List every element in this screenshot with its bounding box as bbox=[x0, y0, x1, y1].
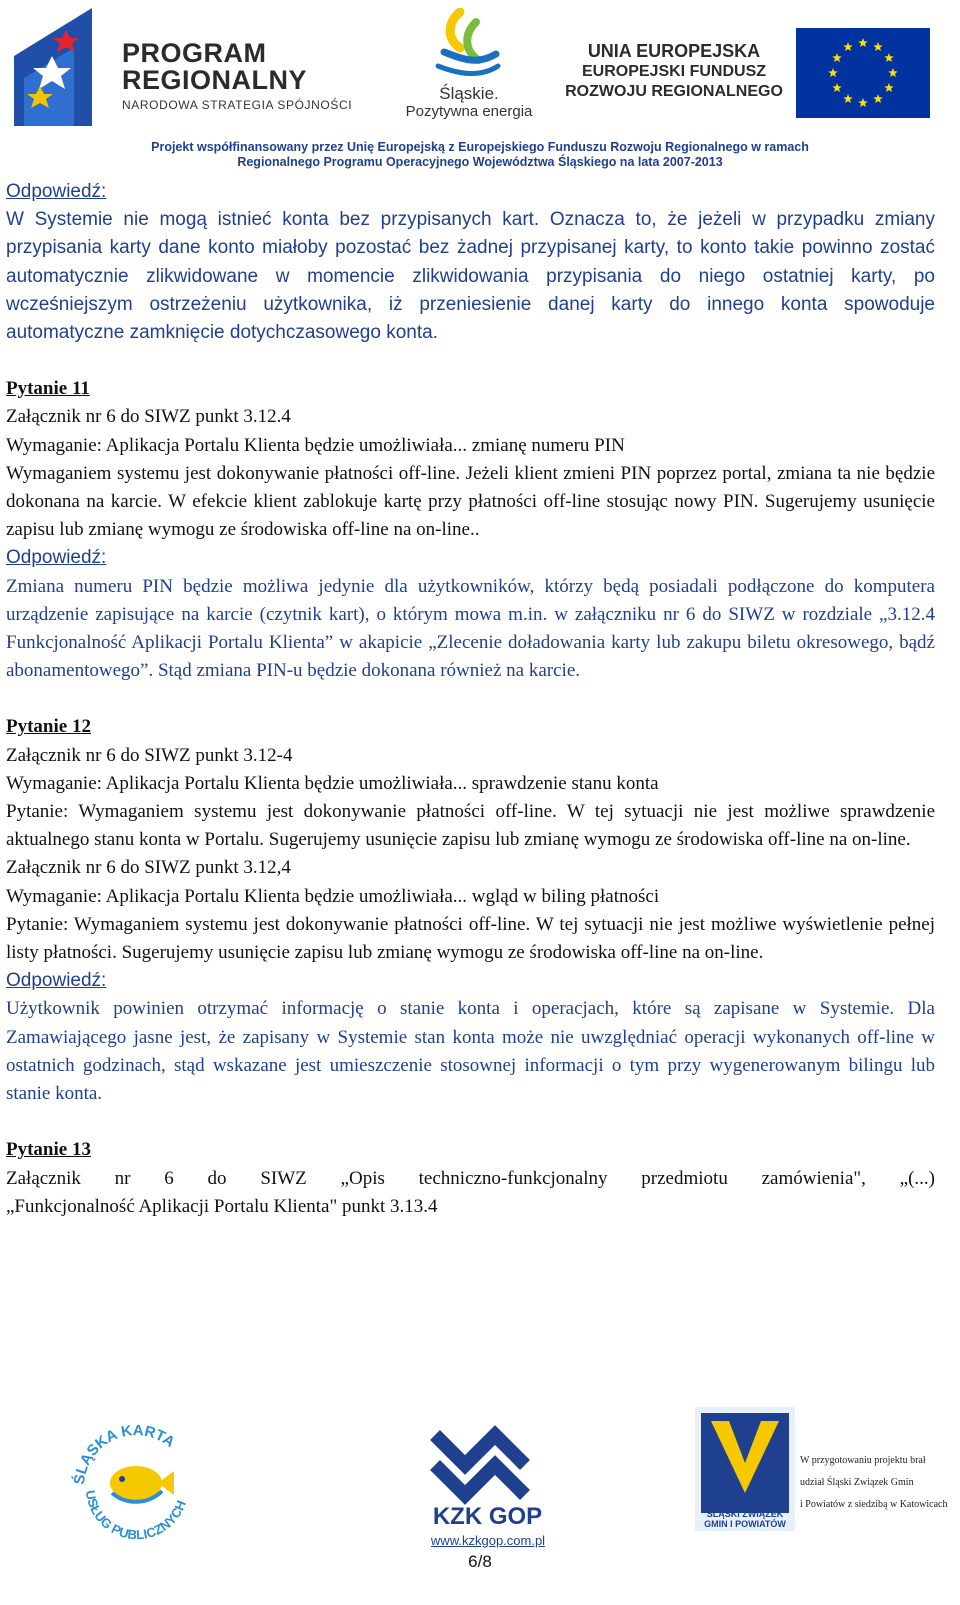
eu-title bbox=[562, 40, 786, 102]
program-line2: REGIONALNY bbox=[122, 65, 308, 95]
kzk-gop-link[interactable]: www.kzkgop.com.pl bbox=[430, 1533, 546, 1548]
kzk-gop-name: KZK GOP bbox=[432, 1503, 543, 1530]
program-line1: PROGRAM bbox=[122, 38, 267, 68]
page-number: 6/8 bbox=[468, 1552, 492, 1571]
spacer bbox=[6, 685, 935, 713]
project-line1: Projekt współfinansowany przez Unię Europejską z Europejskiego Funduszu Rozwoju Regionalnego w ramach bbox=[151, 140, 809, 154]
page-header bbox=[0, 0, 960, 175]
question-title: Pytanie 13 bbox=[6, 1139, 91, 1161]
question-reference: Załącznik nr 6 do SIWZ punkt 3.12.4 bbox=[6, 406, 291, 428]
svg-text:ŚLĄSKA KARTA: ŚLĄSKA KARTA bbox=[70, 1421, 178, 1486]
spacer bbox=[6, 347, 935, 375]
szgip-note-line1: W przygotowaniu projektu brał bbox=[800, 1455, 926, 1466]
question-reference: Załącznik nr 6 do SIWZ „Opis techniczno-funkcjonalny przedmiotu zamówienia", „(...) bbox=[6, 1167, 935, 1189]
slaska-karta-logo-icon bbox=[70, 1407, 200, 1547]
project-line2: Regionalnego Programu Operacyjnego Województwa Śląskiego na lata 2007-2013 bbox=[237, 155, 723, 169]
szgip-name bbox=[695, 1509, 795, 1529]
spacer bbox=[6, 1108, 935, 1136]
szgip-note-line2: udział Śląski Związek Gmin bbox=[800, 1477, 914, 1488]
page-footer bbox=[0, 1395, 960, 1605]
slaskie-tagline: Pozytywna energia bbox=[405, 103, 533, 120]
question-text: Pytanie: Wymaganiem systemu jest dokonywanie płatności off-line. W tej sytuacji nie jest możliwe wyświetlenie pełnej listy płatności. Sugerujemy usunięcie zapisu lub zmianę wymogu ze środowiska off-line na on-line. bbox=[6, 913, 935, 964]
question-reference-cont: „Funkcjonalność Aplikacji Portalu Klienta" punkt 3.13.4 bbox=[6, 1195, 438, 1217]
question-text: Pytanie: Wymaganiem systemu jest dokonywanie płatności off-line. W tej sytuacji nie jest możliwe sprawdzenie aktualnego stanu konta w Portalu. Sugerujemy usunięcie zapisu lub zmianę wymogu ze środowiska off-line na on-line. bbox=[6, 801, 935, 851]
question-title: Pytanie 11 bbox=[6, 378, 90, 400]
slaskie-name: Śląskie. bbox=[439, 84, 499, 103]
answer-text: Zmiana numeru PIN będzie możliwa jedynie dla użytkowników, którzy będą posiadali podłączone do komputera urządzenie zapisujące na karcie (czytnik kart), o którym mowa m.in. w załączniku nr 6 do SIWZ w rozdziale „3.12.4 Funkcjonalność Aplikacji Portalu Klienta” w akapicie „Zlecenie doładowania karty lub zakupu biletu okresowego, bądź abonamentowego”. Stąd zmiana PIN-u będzie dokonana również na karcie. bbox=[6, 575, 935, 682]
answer-label: Odpowiedź: bbox=[6, 547, 107, 569]
eu-line2: EUROPEJSKI FUNDUSZ bbox=[581, 63, 767, 80]
svg-text:USŁUG PUBLICZNYCH: USŁUG PUBLICZNYCH bbox=[82, 1489, 189, 1543]
szgip-name-line2: GMIN I POWIATÓW bbox=[704, 1519, 786, 1529]
slaskie-caption bbox=[394, 84, 544, 121]
eu-flag-icon bbox=[796, 28, 930, 118]
szgip-note-line3: i Powiatów z siedzibą w Katowicach bbox=[800, 1499, 948, 1510]
eu-line3: ROZWOJU REGIONALNEGO bbox=[565, 83, 783, 100]
answer-label: Odpowiedź: bbox=[6, 181, 107, 202]
question-title: Pytanie 12 bbox=[6, 716, 91, 738]
program-regionalny-logo-icon bbox=[14, 8, 110, 126]
question-text: Wymaganiem systemu jest dokonywanie płatności off-line. Jeżeli klient zmieni PIN poprzez portal, zmiana ta nie będzie dokonana na karcie. W efekcie klient zablokuje kartę przy płatności off-line stosując nowy PIN. Sugerujemy usunięcie zapisu lub zmianę wymogu ze środowiska off-line na on-line.. bbox=[6, 462, 935, 541]
answer-text: W Systemie nie mogą istnieć konta bez przypisanych kart. Oznacza to, że jeżeli w przypadku zmiany przypisania karty dane konto miałoby pozostać bez żadnej przypisanej karty, to konto takie powinno zostać automatycznie zlikwidowane w momencie zlikwidowania przypisania do niego ostatniej karty, po wcześniejszym ostrzeżeniu użytkownika, iż przeniesienie danej karty do innego konta spowoduje automatyczne zamknięcie dotychczasowego konta. bbox=[6, 209, 935, 344]
document-body bbox=[6, 178, 935, 1221]
szgip-name-line1: ŚLĄSKI ZWIĄZEK bbox=[706, 1509, 784, 1519]
question-reference: Załącznik nr 6 do SIWZ punkt 3.12,4 bbox=[6, 857, 291, 879]
szgip-note bbox=[800, 1450, 960, 1516]
slaskie-logo-icon bbox=[430, 8, 502, 83]
answer-text: Użytkownik powinien otrzymać informację o stanie konta i operacjach, które są zapisane w Systemie. Dla Zamawiającego jasne jest, że zapisany w Systemie stan konta może nie uwzględniać operacji wykonanych off-line w ostatnich godzinach, stąd wskazane jest umieszczenie stosownej informacji o tym przy wygenerowanym bilingu lub stanie konta. bbox=[6, 998, 935, 1105]
question-requirement: Wymaganie: Aplikacja Portalu Klienta będzie umożliwiała... sprawdzenie stanu konta bbox=[6, 772, 659, 794]
program-regionalny-title bbox=[122, 40, 352, 112]
question-reference: Załącznik nr 6 do SIWZ punkt 3.12-4 bbox=[6, 744, 293, 766]
kzk-gop-logo-icon bbox=[425, 1425, 550, 1505]
question-requirement: Wymaganie: Aplikacja Portalu Klienta będzie umożliwiała... wgląd w biling płatności bbox=[6, 885, 660, 907]
question-requirement: Wymaganie: Aplikacja Portalu Klienta będzie umożliwiała... zmianę numeru PIN bbox=[6, 434, 625, 456]
program-line3: NARODOWA STRATEGIA SPÓJNOŚCI bbox=[122, 98, 353, 112]
eu-line1: UNIA EUROPEJSKA bbox=[587, 41, 761, 61]
answer-label: Odpowiedź: bbox=[6, 970, 107, 992]
project-cofinancing-note bbox=[0, 140, 960, 170]
